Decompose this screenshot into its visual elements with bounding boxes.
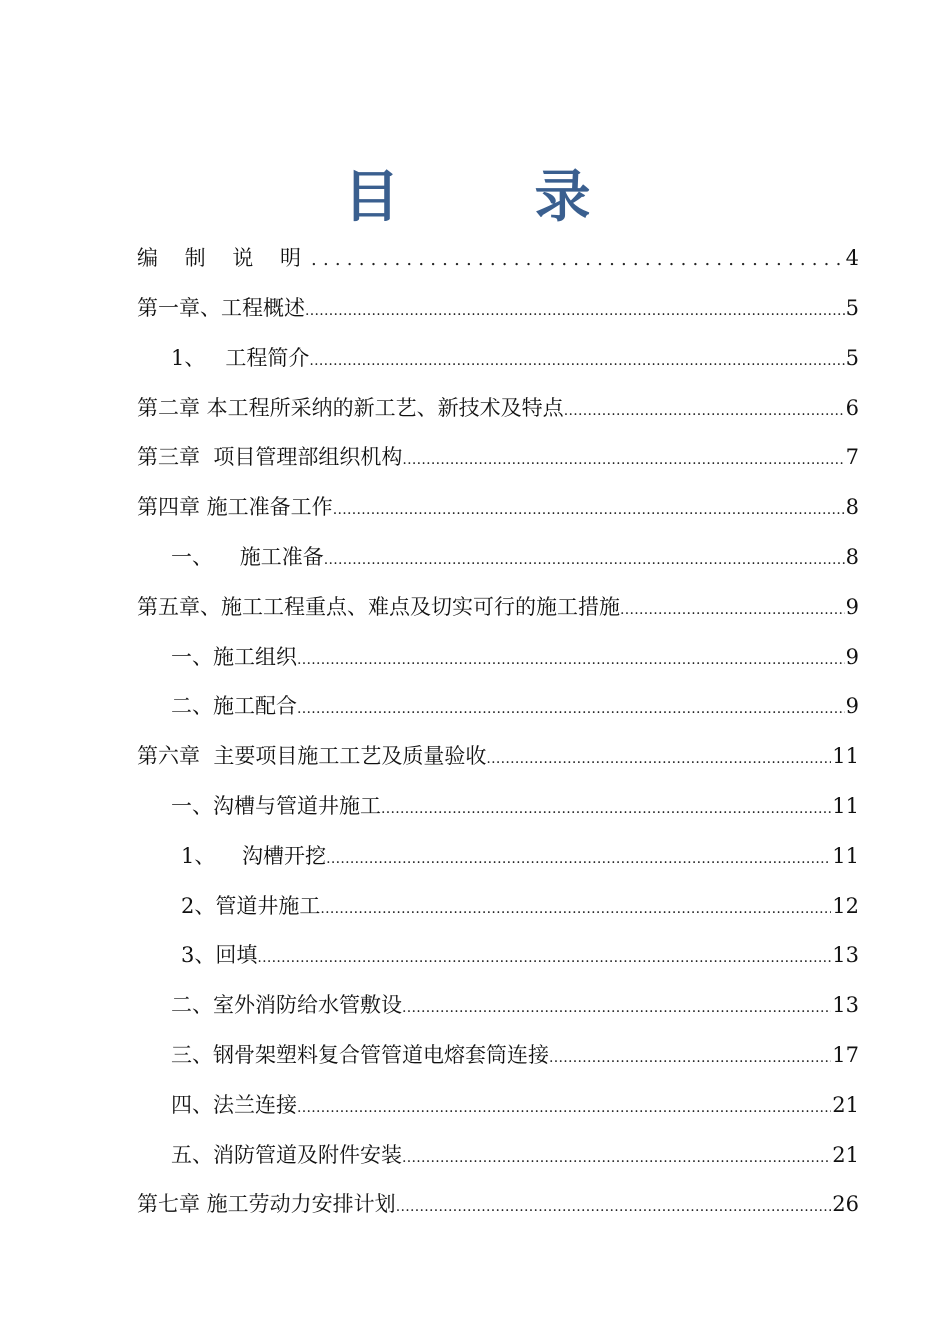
toc-dot-leader: [486, 735, 831, 782]
toc-entry-label: 编 制 说 明: [137, 246, 312, 270]
toc-entry-label: 三、钢骨架塑料复合管管道电熔套筒连接: [171, 1042, 549, 1067]
toc-dot-leader: [402, 436, 844, 483]
toc-dot-leader: [333, 486, 845, 533]
toc-entry-page: 12: [832, 893, 859, 918]
toc-dot-leader: [297, 685, 845, 732]
toc-dot-leader: [326, 835, 831, 882]
toc-dot-leader: [309, 337, 844, 384]
toc-dot-leader: [396, 1183, 832, 1230]
toc-entry[interactable]: [137, 234, 859, 284]
toc-entry[interactable]: [137, 782, 859, 832]
toc-dot-leader: [297, 1084, 831, 1131]
toc-entry[interactable]: [137, 533, 859, 583]
toc-entry[interactable]: [137, 334, 859, 384]
toc-entry-page: 26: [832, 1192, 859, 1217]
toc-entry-page: 21: [832, 1092, 859, 1117]
toc-entry-page: 5: [845, 296, 859, 320]
toc-entry-label: 第五章、施工工程重点、难点及切实可行的施工措施: [137, 594, 620, 619]
toc-entry-label: 一、 施工准备: [171, 544, 324, 569]
toc-entry[interactable]: [137, 832, 859, 882]
table-of-contents: [137, 234, 859, 1230]
toc-entry-label: 二、室外消防给水管敷设: [171, 993, 402, 1018]
toc-entry[interactable]: [137, 931, 859, 981]
toc-dot-leader: [381, 785, 831, 832]
toc-entry-label: 第三章 项目管理部组织机构: [137, 445, 403, 470]
toc-entry-page: 11: [832, 744, 859, 769]
toc-entry-label: 第一章、工程概述: [137, 296, 305, 320]
toc-entry-label: 四、法兰连接: [171, 1092, 297, 1117]
toc-entry-page: 17: [832, 1042, 859, 1067]
toc-dot-leader: [564, 387, 845, 434]
toc-entry[interactable]: [137, 433, 859, 483]
toc-entry-label: 1、 沟槽开挖: [181, 843, 327, 868]
toc-entry-page: 13: [832, 993, 859, 1018]
toc-entry-page: 13: [832, 943, 859, 968]
toc-entry-page: 6: [845, 395, 859, 420]
toc-entry[interactable]: [137, 981, 859, 1031]
toc-entry-label: 第七章 施工劳动力安排计划: [137, 1192, 396, 1217]
toc-entry-page: 8: [845, 495, 859, 520]
toc-entry-page: 9: [845, 594, 859, 619]
toc-entry[interactable]: [137, 1031, 859, 1081]
toc-entry[interactable]: [137, 583, 859, 633]
toc-entry[interactable]: [137, 384, 859, 434]
toc-entry-page: 11: [832, 843, 859, 868]
toc-entry-label: 一、沟槽与管道井施工: [171, 793, 381, 818]
toc-entry-page: 21: [832, 1142, 859, 1167]
page-title: 目 录: [343, 165, 623, 230]
toc-entry-page: 9: [845, 644, 859, 669]
toc-dot-leader: [257, 934, 831, 981]
toc-entry[interactable]: [137, 483, 859, 533]
toc-entry[interactable]: [137, 882, 859, 932]
toc-dot-leader: [324, 536, 845, 583]
toc-entry[interactable]: [137, 633, 859, 683]
toc-entry-label: 五、消防管道及附件安装: [171, 1142, 402, 1167]
toc-dot-leader: [305, 287, 845, 334]
toc-entry[interactable]: [137, 1081, 859, 1131]
toc-entry-label: 第二章 本工程所采纳的新工艺、新技术及特点: [137, 395, 564, 420]
toc-entry-page: 11: [832, 793, 859, 818]
toc-dot-leader: [402, 1134, 831, 1181]
toc-entry-page: 7: [845, 445, 859, 470]
toc-entry-page: 8: [845, 544, 859, 569]
toc-dot-leader: [297, 636, 845, 683]
toc-dot-leader: [620, 586, 845, 633]
toc-entry-label: 3、回填: [181, 943, 258, 968]
toc-entry-label: 2、管道井施工: [181, 893, 321, 918]
toc-entry-label: 二、施工配合: [171, 694, 297, 719]
toc-entry-label: 第四章 施工准备工作: [137, 495, 333, 520]
toc-entry[interactable]: [137, 682, 859, 732]
toc-entry-page: 9: [845, 694, 859, 719]
toc-dot-leader: [402, 984, 831, 1031]
toc-dot-leader: [549, 1034, 831, 1081]
toc-entry[interactable]: [137, 284, 859, 334]
toc-entry[interactable]: [137, 1180, 859, 1230]
toc-entry-label: 第六章 主要项目施工工艺及质量验收: [137, 744, 487, 769]
toc-dot-leader: [320, 885, 831, 932]
toc-entry-label: 一、施工组织: [171, 644, 297, 669]
toc-entry[interactable]: [137, 732, 859, 782]
toc-entry-page: 4: [845, 246, 859, 270]
toc-dot-leader: [311, 235, 845, 284]
toc-entry-label: 1、 工程简介: [171, 345, 310, 370]
toc-entry[interactable]: [137, 1131, 859, 1181]
toc-entry-page: 5: [845, 345, 859, 370]
